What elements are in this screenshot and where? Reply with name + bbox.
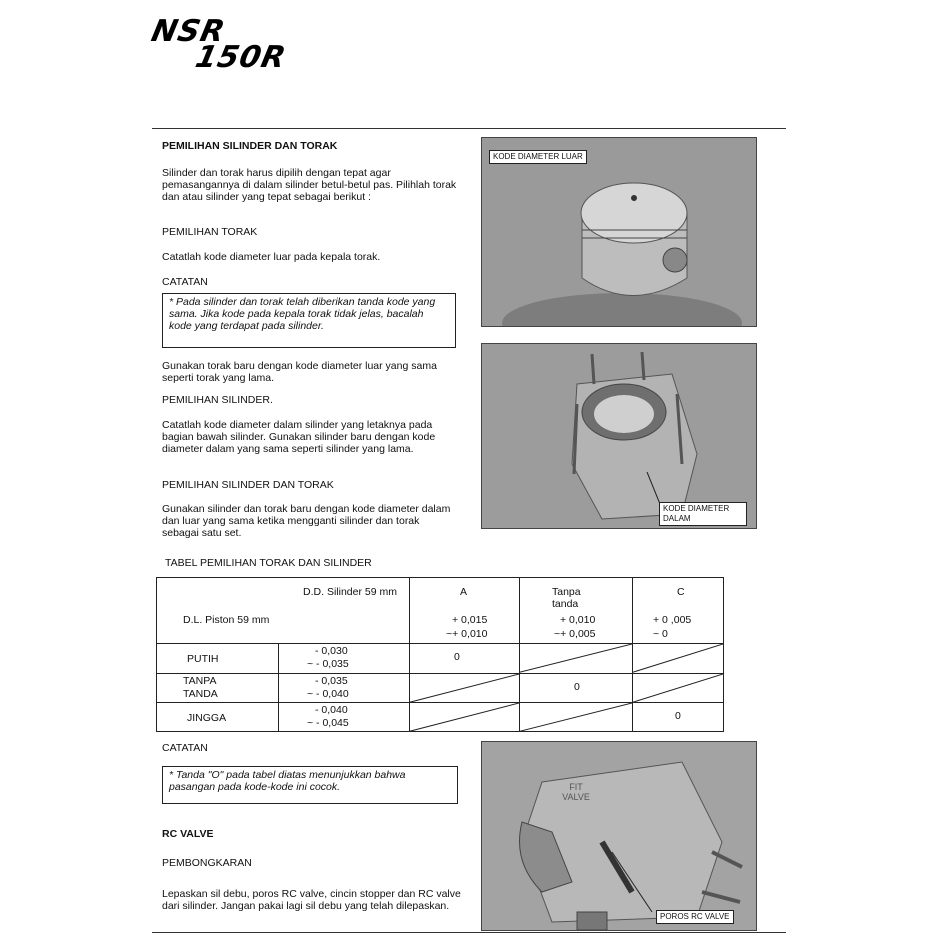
col-header-none <box>520 578 633 644</box>
col-c-range1: + 0 ,005 <box>653 614 692 626</box>
section-title: PEMILIHAN SILINDER DAN TORAK <box>162 140 338 152</box>
note-box-2: * Tanda "O" pada tabel diatas menunjukkan bahwa pasangan pada kode-kode ini cocok. <box>162 766 458 804</box>
row-putih-range1: - 0,030 <box>315 645 348 658</box>
piston-text-2: Gunakan torak baru dengan kode diameter luar yang sama seperti torak yang lama. <box>162 360 437 385</box>
empty-diagonal <box>633 644 723 672</box>
inner-diameter-callout: KODE DIAMETER DALAM <box>659 502 747 526</box>
row-jingga-name: JINGGA <box>187 711 227 724</box>
cylinder-id-label: D.D. Silinder 59 mm <box>303 586 397 598</box>
row-tanpa-range1: - 0,035 <box>315 674 348 687</box>
piston-text: Catatlah kode diameter luar pada kepala torak. <box>162 251 381 263</box>
piston-od-label: D.L. Piston 59 mm <box>183 614 270 626</box>
note-box-1: * Pada silinder dan torak telah diberikan tanda kode yang sama. Jika kode pada kepala torak tidak jelas, bacalah kode yang terdapat pada silinder. <box>162 293 456 348</box>
col-none-range1: + 0,010 <box>560 614 596 626</box>
cylinder-photo <box>481 343 757 529</box>
table-row <box>410 673 520 702</box>
row-putih-range2: ~ - 0,035 <box>307 658 349 671</box>
logo-line-1: NSR <box>148 14 229 49</box>
col-a-range2: ~+ 0,010 <box>446 628 488 640</box>
table-row <box>633 644 724 673</box>
empty-diagonal <box>410 674 519 702</box>
row-putih-name: PUTIH <box>187 653 219 666</box>
header-corner-cell <box>157 578 410 644</box>
rc-shaft-callout: POROS RC VALVE <box>656 910 734 924</box>
match-mark: 0 <box>454 651 460 664</box>
logo-line-2: 150R <box>192 40 290 75</box>
rc-valve-photo <box>481 741 757 931</box>
row-jingga-range2: ~ - 0,045 <box>307 716 349 729</box>
table-title: TABEL PEMILIHAN TORAK DAN SILINDER <box>165 557 372 569</box>
row-tanpa-range2: ~ - 0,040 <box>307 687 349 700</box>
selection-table <box>156 577 724 732</box>
brand-logo <box>148 14 322 75</box>
table-row <box>633 673 724 702</box>
piston-illustration <box>482 138 757 327</box>
match-mark: 0 <box>574 680 580 693</box>
table-row <box>520 702 633 731</box>
piston-heading: PEMILIHAN TORAK <box>162 226 258 238</box>
col-header-a <box>410 578 520 644</box>
table-row <box>520 673 633 702</box>
table-row <box>410 702 520 731</box>
table-row <box>410 644 520 673</box>
both-heading: PEMILIHAN SILINDER DAN TORAK <box>162 479 334 491</box>
cylinder-heading: PEMILIHAN SILINDER. <box>162 394 273 406</box>
empty-diagonal <box>520 644 632 672</box>
row-jingga-range1: - 0,040 <box>315 703 348 716</box>
piston-photo <box>481 137 757 327</box>
outer-diameter-callout: KODE DIAMETER LUAR <box>489 150 587 164</box>
casting-engraving: FIT VALVE <box>562 782 590 802</box>
row-tanpa-name: TANPA TANDA <box>183 674 218 700</box>
col-a-name: A <box>460 586 468 598</box>
match-mark: 0 <box>675 709 681 722</box>
table-row <box>633 702 724 731</box>
col-c-range2: ~ 0 <box>653 628 668 640</box>
intro-paragraph: Silinder dan torak harus dipilih dengan tepat agar pemasangannya di dalam silinder betul-betul pas. Pilihlah torak dan atau silinder yang tepat sebagai berikut : <box>162 167 457 204</box>
empty-diagonal <box>520 703 632 731</box>
row-jingga-header <box>157 702 410 731</box>
row-tanpa-header <box>157 673 410 702</box>
rc-valve-illustration <box>482 742 757 931</box>
top-divider <box>152 128 786 129</box>
rc-heading: RC VALVE <box>162 828 214 840</box>
rc-text: Lepaskan sil debu, poros RC valve, cincin stopper dan RC valve dari silinder. Jangan pakai lagi sil debu yang telah dilepaskan. <box>162 888 461 913</box>
col-header-c <box>633 578 724 644</box>
note2-label: CATATAN <box>162 742 208 754</box>
table-row <box>520 644 633 673</box>
rc-subheading: PEMBONGKARAN <box>162 857 252 869</box>
row-putih-header <box>157 644 410 673</box>
cylinder-text: Catatlah kode diameter dalam silinder yang letaknya pada bagian bawah silinder. Gunakan silinder baru dengan kode diameter dalam yang sama seperti silinder yang lama. <box>162 419 436 456</box>
bottom-divider <box>152 932 786 933</box>
both-text: Gunakan silinder dan torak baru dengan kode diameter dalam dan luar yang sama ketika mengganti silinder dan torak sebagai satu set. <box>162 503 451 540</box>
col-c-name: C <box>677 586 685 598</box>
col-none-range2: ~+ 0,005 <box>554 628 596 640</box>
col-a-range1: + 0,015 <box>452 614 488 626</box>
empty-diagonal <box>410 703 519 731</box>
note-label: CATATAN <box>162 276 208 288</box>
col-none-name: Tanpa tanda <box>552 586 581 610</box>
empty-diagonal <box>633 674 723 702</box>
